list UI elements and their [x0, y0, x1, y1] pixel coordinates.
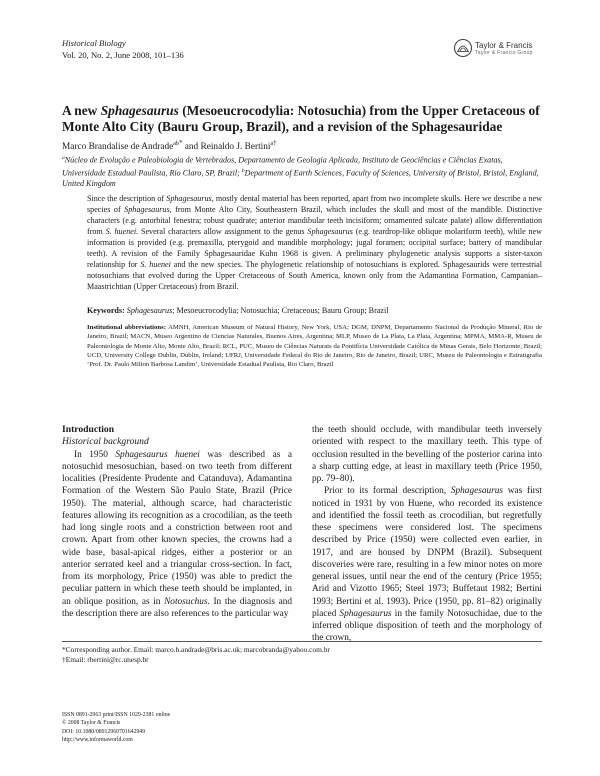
abstract-text: (e.g. teardrop-like oblique molariform teeth), while new information is provided (e.g. premaxilla, pterygoid and mandible morphology; jugal foramen; occipital surface; battery of mandibular teeth). A revision of the Family Sphagesauridae Kuhn 1968 is given. A preliminary phylogenetic analysis supports a sister-taxon relationship for — [87, 226, 542, 269]
subsection-heading: Historical background — [62, 436, 149, 448]
article-title — [62, 103, 542, 135]
authors — [62, 137, 277, 153]
keyword-taxon: Sphagesaurus — [126, 306, 173, 315]
affiliations — [62, 153, 542, 189]
institutional-text: AMNH, American Museum of Natural History, New York, USA; DGM, DNPM, Departamento Nacional da Produção Mineral, Rio de Janeiro, Brazil; MACN, Museo Argentino de Ciencias Naturales, Buenos Aires, Argentina; MLP, Museo de La Plata, La Plata, Argentina; MPMA, MMA-R, Museu de Paleontologia de Monte Alto, Monte Alto, Brazil; RCL, PUC, Museu de Ciências Naturais da Pontifícia Universidade Católica de Minas Gerais, Belo Horizonte, Brazil; UCD, University College Dublin, Dublin, Ireland; UFRJ, Universidade Federal do Rio de Janeiro, Rio de Janeiro, Brazil; URC, Museu de Paleontologia e Estratigrafia ‘Prof. Dr. Paulo Milton Barbosa Landim’, Universidade Estadual Paulista, Rio Claro, Brazil — [87, 324, 542, 369]
author-2-affil: a — [270, 141, 274, 147]
author-separator: and — [182, 142, 201, 153]
author-1-affil: ab — [173, 141, 179, 147]
keywords-list: ; Mesoeucrocodylia; Notosuchia; Cretaceous; Bauru Group; Brazil — [172, 306, 389, 315]
abstract-text: Since the description of — [87, 194, 167, 203]
text: in the family Notosuchidae, due to the inferred oblique disposition of teeth and the morphology of the crown, — [312, 608, 542, 644]
journal-header — [62, 37, 184, 61]
paragraph-continued: the teeth should occlude, with mandibular teeth inversely oriented with respect to the maxillary teeth. This type of occlusion resulted in the bevelling of the posterior carina into a sharp cutting edge, at least in maxillary teeth (Price 1950, pp. 79–80). — [312, 425, 542, 484]
author-2: Reinaldo J. Bertini — [200, 142, 271, 153]
text: Prior to its formal description, — [324, 486, 451, 497]
paragraph — [312, 485, 542, 644]
author-1-mark: * — [178, 139, 183, 147]
journal-name: Historical Biology — [62, 38, 126, 48]
abstract-taxon: Sphagesaurus — [307, 226, 353, 236]
doi: DOI: 10.1080/08912960701642949 — [62, 728, 146, 735]
copyright: © 2008 Taylor & Francis — [62, 720, 121, 727]
keywords — [87, 305, 542, 316]
affil-b-label: b — [241, 167, 245, 174]
paragraph — [62, 449, 292, 621]
second-author-email-note: †Email: rbertini@rc.unesp.br — [62, 654, 149, 664]
abstract-text: and the new species. The phylogenetic relationship of notosuchians is explored. Sphagesaurids were terrestrial notosuchians that evolved during the Upper Cretaceous of South America, known only from the Adamantina Formation, Campanian–Maastrichtian (Upper Cretaceous) from Brazil. — [87, 259, 543, 291]
author-1: Marco Brandalise de Andrade — [62, 142, 174, 153]
affil-a: Núcleo de Evolução e Paleobiologia de Vertebrados, Departamento de Geologia Aplicada, Instituto de Geociências e Ciências Exatas, Universidade Estadual Paulista, Rio Claro, SP, Brazil; — [62, 155, 503, 178]
institutional-label: Institutional abbreviations: — [87, 324, 166, 331]
body-column-right — [312, 424, 542, 645]
journal-issue: Vol. 20, No. 2, June 2008, 101–136 — [62, 50, 184, 60]
abstract — [87, 194, 542, 293]
footnotes — [62, 645, 330, 664]
abstract-text: , from Monte Alto City, Southeastern Brazil, which includes the skull and most of the mandible. Distinctive characters (e.g. antorbital fenestra; robust quadrate; anterior mandibular teeth incisiform; ornamented sulcate palate) allow differentiation from — [87, 204, 542, 236]
affil-a-label: a — [62, 155, 65, 161]
abstract-taxon: Sphagesaurus — [166, 194, 212, 203]
publisher-url[interactable]: http://www.informaworld.com — [62, 737, 133, 744]
text: was described as a notosuchid mesosuchian, based on two teeth from different localities (Presidente Prudente and Catanduva), Adamantina Formation of the Western São Paulo State, Brazil (Price 1950). The material, although scarce, had characteristic features allowing its recognition as a crocodilian, as the teeth had long single roots and a constriction between root and crown. Apart from other known species, the crowns had a wide base, basal-apical ridges, either a posterior or an anterior serrated keel and a triangular cross-section. In fact, from its morphology, Price (1950) was able to predict the peculiar pattern in which these teeth should be implanted, in an oblique position, as in — [62, 449, 292, 607]
title-prefix: A new — [62, 103, 101, 118]
text: was first noticed in 1931 by von Huene, who recorded its existence and identified the fossil teeth as crocodilian, but regretfully these specimens were considered lost. The specimens described by Price (1950) were collected even earlier, in 1917, and are housed by DNPM (Brazil). Subsequent discoveries were rare, resulting in a few minor notes on more general issues, until near the end of the century (Price 1955; Arid and Vizotto 1965; Steel 1973; Buffetaut 1982; Bertini 1993; Bertini et al. 1993). Price (1950, pp. 81–82) originally placed — [312, 486, 542, 619]
title-genus: Sphagesaurus — [100, 103, 179, 118]
section-heading: Introduction — [62, 424, 115, 435]
body-column-left — [62, 424, 292, 620]
issn: ISSN 0891-2963 print/ISSN 1029-2381 online — [62, 712, 171, 718]
text: . In the diagnosis and the description there are also references to the particular way — [62, 596, 292, 619]
title-suffix: (Mesoeucrocodylia: Notosuchia) from the Upper Cretaceous of Monte Alto City (Bauru Group, Brazil), and a revision of the Sphagesauridae — [62, 103, 540, 134]
author-2-mark: † — [273, 139, 277, 147]
affil-b: Department of Earth Sciences, Faculty of Sciences, University of Bristol, Bristol, England, United Kingdom — [62, 168, 539, 189]
taxon: Sphagesaurus huenei — [115, 449, 200, 460]
text: In 1950 — [74, 449, 116, 460]
abstract-taxon: S. huenei — [105, 226, 137, 236]
publisher-name: Taylor & Francis — [475, 41, 533, 50]
abstract-taxon: Sphagesaurus — [124, 204, 170, 214]
taxon: Sphagesaurus — [339, 608, 392, 619]
abstract-taxon: S. huenei — [140, 259, 171, 269]
abstract-text: . Several characters allow assignment to the genus — [136, 226, 308, 236]
corresponding-author-note: *Corresponding author. Email: marco.b.andrade@bris.ac.uk; marcobranda@yahoo.com.br — [62, 645, 330, 654]
institutional-abbreviations — [87, 323, 542, 369]
taylor-francis-logo-icon — [453, 38, 473, 58]
footnote-divider — [62, 641, 542, 642]
abstract-text: , mostly dental material has been reported, apart from two incomplete skulls. Here we describe a new species of — [87, 194, 542, 214]
publication-metadata — [62, 711, 170, 745]
publisher-logo — [453, 38, 543, 60]
publisher-subtitle: Taylor & Francis Group — [475, 50, 533, 56]
taxon: Notosuchus — [164, 596, 208, 607]
taxon: Sphagesaurus — [450, 486, 504, 497]
keywords-label: Keywords: — [87, 306, 125, 315]
